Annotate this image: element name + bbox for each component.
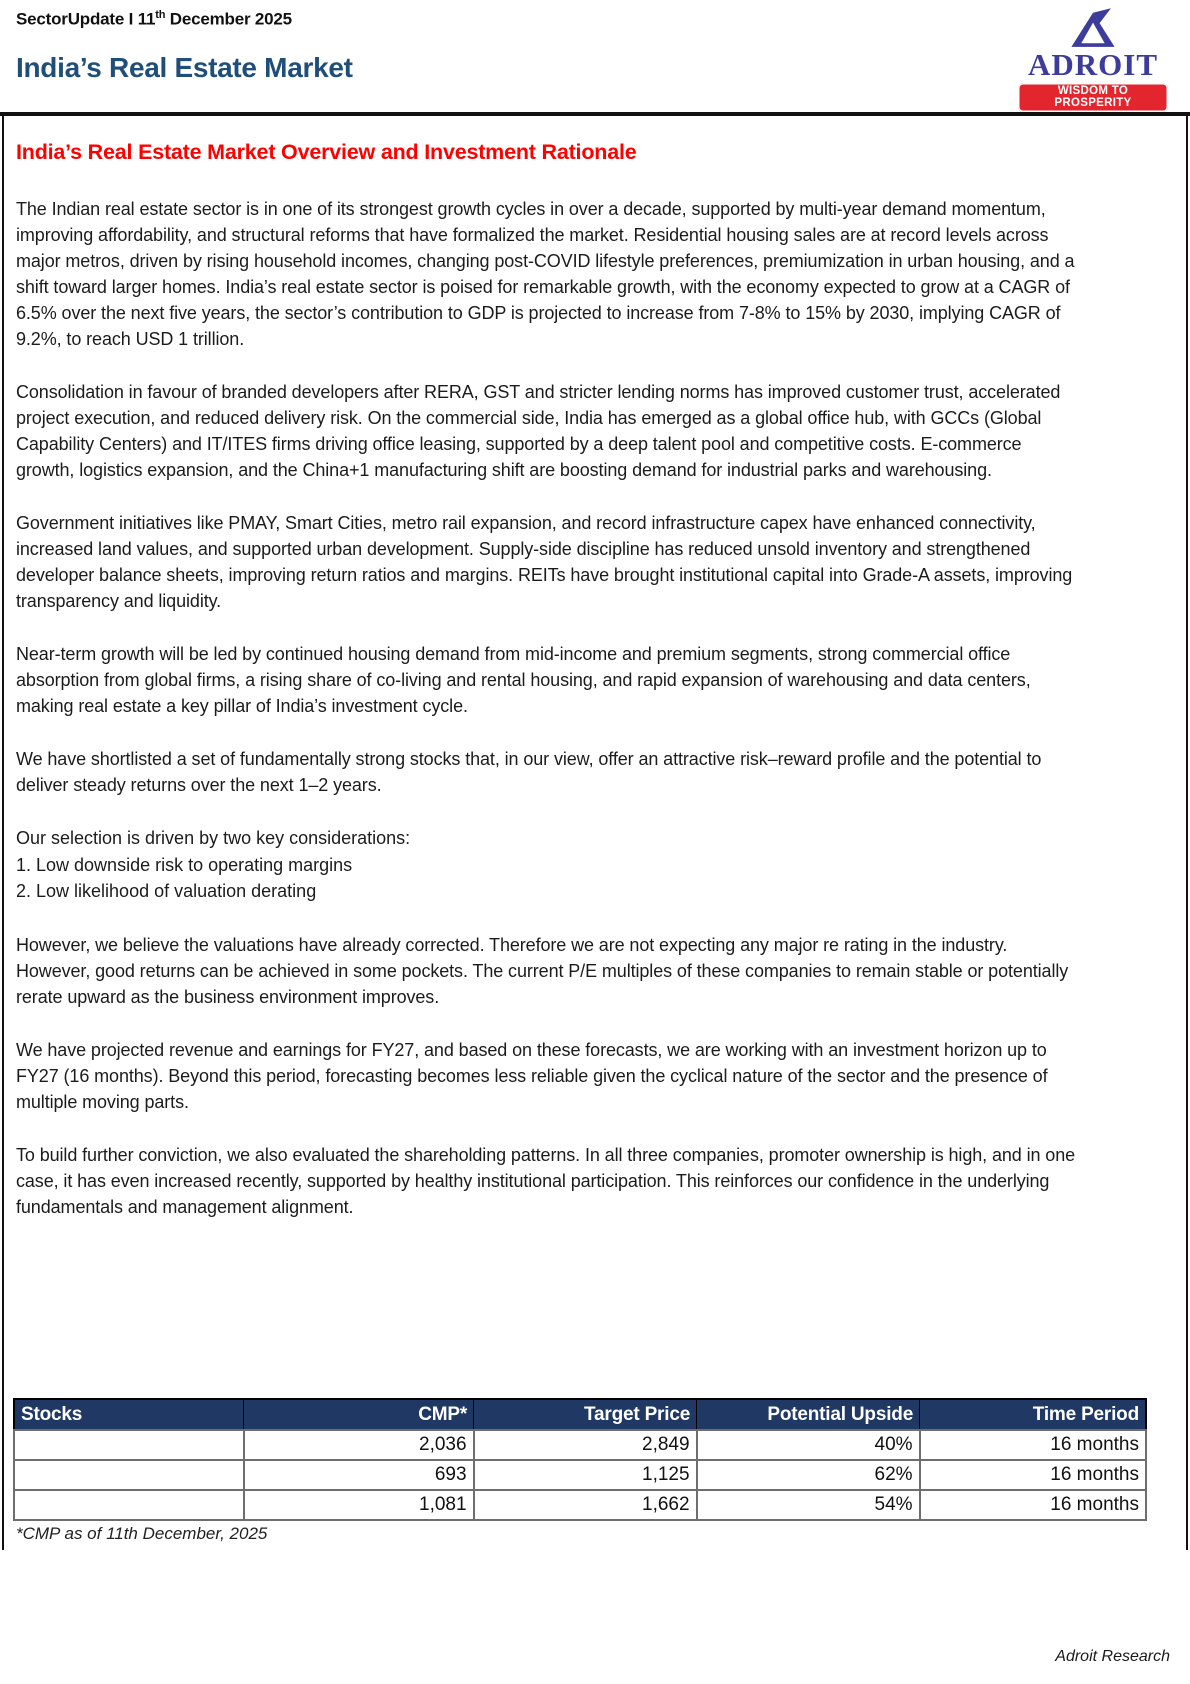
section-heading: India’s Real Estate Market Overview and Investment Rationale <box>16 140 637 164</box>
cell-upside-1: 40% <box>697 1430 920 1460</box>
column-header-time-period: Time Period <box>920 1399 1146 1430</box>
paragraph-growth-cycle: The Indian real estate sector is in one of its strongest growth cycles in over a decade, supported by multi-year demand momentum, improving affordability, and structural reforms that have formalized the market. Residential housing sales are at record levels across major metros, driven by rising household incomes, changing post-COVID lifestyle preferences, premiumization in urban housing, and a shift toward larger homes. India’s real estate sector is poised for remarkable growth, with the economy expected to grow at a CAGR of 6.5% over the next five years, the sector’s contribution to GDP is projected to increase from 7-8% to 15% by 2030, implying CAGR of 9.2%, to reach USD 1 trillion. <box>16 199 1075 349</box>
selection-intro: Our selection is driven by two key considerations: <box>16 828 411 848</box>
cell-period-2: 16 months <box>920 1460 1146 1490</box>
kicker-suffix: December 2025 <box>165 9 292 29</box>
cell-target-1: 2,849 <box>474 1430 697 1460</box>
table-row <box>14 1490 1146 1520</box>
paragraph-shortlist: We have shortlisted a set of fundamentally strong stocks that, in our view, offer an attractive risk–reward profile and the potential to deliver steady returns over the next 1–2 years. <box>16 749 1042 795</box>
page-frame-left <box>2 116 4 1550</box>
paragraph-consolidation: Consolidation in favour of branded developers after RERA, GST and stricter lending norms has improved customer trust, accelerated project execution, and reduced delivery risk. On the commercial side, India has emerged as a global office hub, with GCCs (Global Capability Centers) and IT/ITES firms driving office leasing, supported by a deep talent pool and competitive costs. E-commerce growth, logistics expansion, and the China+1 manufacturing shift are boosting demand for industrial parks and warehousing. <box>16 382 1061 480</box>
cell-target-3: 1,662 <box>474 1490 697 1520</box>
cell-upside-3: 54% <box>697 1490 920 1520</box>
cell-target-2: 1,125 <box>474 1460 697 1490</box>
paragraph-projections: We have projected revenue and earnings for FY27, and based on these forecasts, we are working with an investment horizon up to FY27 (16 months). Beyond this period, forecasting becomes less reliable given the cyclical nature of the sector and the presence of multiple moving parts. <box>16 1039 1048 1112</box>
page-frame-right <box>1186 116 1188 1550</box>
paragraph-valuations: However, we believe the valuations have already corrected. Therefore we are not expecting any major re rating in the industry. However, good returns can be achieved in some pockets. The current P/E multiples of these companies to remain stable or potentially rerate upward as the business environment improves. <box>16 934 1069 1007</box>
kicker-superscript: th <box>155 9 166 21</box>
cmp-footnote: *CMP as of 11th December, 2025 <box>16 1524 268 1543</box>
cell-upside-2: 62% <box>697 1460 920 1490</box>
kicker-prefix: SectorUpdate I 11 <box>16 9 156 29</box>
cell-cmp-2: 693 <box>244 1460 474 1490</box>
cell-cmp-3: 1,081 <box>244 1490 474 1520</box>
stocks-table-container <box>13 1398 1147 1521</box>
adroit-triangle-icon <box>1066 6 1120 50</box>
stocks-table <box>13 1398 1147 1521</box>
paragraph-government-initiatives: Government initiatives like PMAY, Smart Cities, metro rail expansion, and record infrastructure capex have enhanced connectivity, increased land values, and supported urban development. Supply-side discipline has reduced unsold inventory and strengthened developer balance sheets, improving return ratios and margins. REITs have brought institutional capital into Grade-A assets, improving transparency and liquidity. <box>16 513 1073 611</box>
cell-stock-3 <box>14 1490 244 1520</box>
paragraph-shareholding: To build further conviction, we also evaluated the shareholding patterns. In all three companies, promoter ownership is high, and in one case, it has even increased recently, supported by healthy institutional participation. This reinforces our confidence in the underlying fundamentals and management alignment. <box>16 1144 1076 1217</box>
column-header-potential-upside: Potential Upside <box>697 1399 920 1430</box>
column-header-cmp: CMP* <box>244 1399 474 1430</box>
adroit-logo-tagline: WISDOM TO PROSPERITY <box>1018 83 1168 112</box>
column-header-target-price: Target Price <box>474 1399 697 1430</box>
adroit-logo <box>1018 6 1168 112</box>
selection-point-1: 1. Low downside risk to operating margins <box>16 854 353 875</box>
selection-point-2: 2. Low likelihood of valuation derating <box>16 881 317 901</box>
selection-criteria <box>16 825 1078 905</box>
article-body <box>16 140 1078 1247</box>
cell-stock-1 <box>14 1430 244 1460</box>
cell-cmp-1: 2,036 <box>244 1430 474 1460</box>
table-row <box>14 1430 1146 1460</box>
report-kicker <box>16 9 292 30</box>
paragraph-near-term-growth: Near-term growth will be led by continued housing demand from mid-income and premium segments, strong commercial office absorption from global firms, a rising share of co-living and rental housing, and rapid expansion of warehousing and data centers, making real estate a key pillar of India’s investment cycle. <box>16 644 1031 716</box>
table-header-row <box>14 1399 1146 1430</box>
cell-period-3: 16 months <box>920 1490 1146 1520</box>
page-title: India’s Real Estate Market <box>16 52 353 83</box>
header-divider-rule <box>0 112 1190 116</box>
cell-period-1: 16 months <box>920 1430 1146 1460</box>
table-row <box>14 1460 1146 1490</box>
column-header-stocks: Stocks <box>14 1399 244 1430</box>
cell-stock-2 <box>14 1460 244 1490</box>
adroit-logo-text: ADROIT <box>1027 47 1158 82</box>
footer-credit: Adroit Research <box>1055 1648 1170 1665</box>
